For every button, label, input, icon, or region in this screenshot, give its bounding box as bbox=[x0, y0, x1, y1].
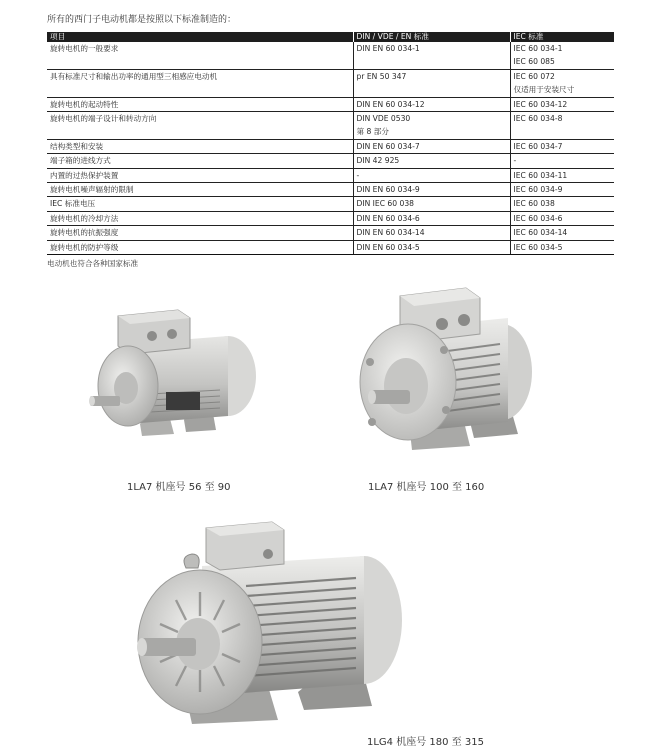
cell-item: IEC 标准电压 bbox=[47, 197, 353, 211]
cell-din bbox=[353, 42, 510, 69]
cell-din bbox=[353, 154, 510, 168]
cell-iec bbox=[510, 154, 614, 168]
cell-din bbox=[353, 226, 510, 240]
cell-iec bbox=[510, 42, 614, 69]
caption-motor1: 1LA7 机座号 56 至 90 bbox=[127, 482, 231, 493]
cell-item: 旋转电机的冷却方法 bbox=[47, 211, 353, 225]
cell-item: 端子箱的进线方式 bbox=[47, 154, 353, 168]
cell-din bbox=[353, 69, 510, 97]
cell-din-line: DIN 42 925 bbox=[356, 156, 400, 166]
table-row bbox=[47, 226, 614, 240]
cell-din bbox=[353, 183, 510, 197]
cell-iec-line: IEC 60 034-8 bbox=[513, 114, 563, 124]
table-row bbox=[47, 112, 614, 140]
cell-iec bbox=[510, 97, 614, 111]
table-row bbox=[47, 183, 614, 197]
caption-motor3: 1LG4 机座号 180 至 315 bbox=[367, 737, 484, 748]
cell-iec bbox=[510, 69, 614, 97]
header-din: DIN / VDE / EN 标准 bbox=[353, 32, 510, 42]
cell-iec-line: IEC 60 034-11 bbox=[513, 170, 568, 180]
cell-din bbox=[353, 97, 510, 111]
cell-din-line: DIN IEC 60 038 bbox=[356, 199, 415, 209]
cell-item: 旋转电机的端子设计和转动方向 bbox=[47, 112, 353, 140]
table-row bbox=[47, 197, 614, 211]
cell-item: 旋转电机噪声辐射的限制 bbox=[47, 183, 353, 197]
cell-iec-line: IEC 60 034-6 bbox=[513, 213, 563, 223]
motor-1la7-small-image bbox=[88, 296, 268, 456]
caption-motor2: 1LA7 机座号 100 至 160 bbox=[368, 482, 485, 493]
cell-din-line: 第 8 部分 bbox=[356, 127, 389, 137]
table-header-row bbox=[47, 32, 614, 42]
cell-din-line: DIN EN 60 034-5 bbox=[356, 242, 420, 252]
cell-iec-line: IEC 60 034-12 bbox=[513, 99, 568, 109]
cell-din-line: DIN EN 60 034-7 bbox=[356, 141, 420, 151]
cell-din-line: DIN EN 60 034-9 bbox=[356, 185, 420, 195]
cell-din bbox=[353, 112, 510, 140]
cell-item: 旋转电机的抗振强度 bbox=[47, 226, 353, 240]
intro-text: 所有的西门子电动机都是按照以下标准制造的： bbox=[47, 15, 237, 25]
table-body bbox=[47, 42, 614, 255]
cell-din bbox=[353, 197, 510, 211]
cell-iec bbox=[510, 139, 614, 153]
cell-iec-line: IEC 60 034-14 bbox=[513, 228, 568, 238]
cell-din-line: DIN EN 60 034-1 bbox=[356, 44, 420, 53]
cell-din bbox=[353, 211, 510, 225]
table-row bbox=[47, 69, 614, 97]
standards-table bbox=[47, 32, 614, 255]
footnote: 电动机也符合各种国家标准 bbox=[47, 259, 139, 268]
cell-din-line: DIN VDE 0530 bbox=[356, 114, 411, 124]
cell-iec-line: IEC 60 072 bbox=[513, 71, 555, 81]
cell-iec-line: IEC 60 034-9 bbox=[513, 185, 563, 195]
cell-din bbox=[353, 168, 510, 182]
table-row bbox=[47, 168, 614, 182]
cell-iec bbox=[510, 197, 614, 211]
cell-iec bbox=[510, 112, 614, 140]
header-item: 项目 bbox=[47, 32, 353, 42]
cell-iec bbox=[510, 168, 614, 182]
cell-item: 结构类型和安装 bbox=[47, 139, 353, 153]
cell-iec bbox=[510, 226, 614, 240]
cell-iec bbox=[510, 183, 614, 197]
cell-iec-line: IEC 60 034-5 bbox=[513, 242, 563, 252]
table-row bbox=[47, 211, 614, 225]
cell-din-line: DIN EN 60 034-14 bbox=[356, 228, 425, 238]
cell-item: 旋转电机的起动特性 bbox=[47, 97, 353, 111]
table-row bbox=[47, 42, 614, 69]
cell-din-line: pr EN 50 347 bbox=[356, 71, 407, 81]
cell-iec bbox=[510, 240, 614, 254]
cell-item: 旋转电机的防护等级 bbox=[47, 240, 353, 254]
cell-din bbox=[353, 139, 510, 153]
table-row bbox=[47, 97, 614, 111]
table-row bbox=[47, 240, 614, 254]
cell-din bbox=[353, 240, 510, 254]
cell-din-line: - bbox=[356, 170, 360, 180]
cell-item: 内置的过热保护装置 bbox=[47, 168, 353, 182]
cell-iec-line: 仅适用于安装尺寸 bbox=[513, 85, 575, 95]
motor-1la7-medium-image bbox=[350, 282, 540, 462]
table-row bbox=[47, 139, 614, 153]
table-row bbox=[47, 154, 614, 168]
cell-iec bbox=[510, 211, 614, 225]
cell-iec-line: IEC 60 038 bbox=[513, 199, 555, 209]
cell-iec-line: IEC 60 085 bbox=[513, 57, 555, 67]
motor-1lg4-large-image bbox=[128, 520, 408, 728]
cell-din-line: DIN EN 60 034-6 bbox=[356, 213, 420, 223]
header-iec: IEC 标准 bbox=[510, 32, 614, 42]
cell-item: 旋转电机的一般要求 bbox=[47, 42, 353, 69]
cell-iec-line: IEC 60 034-1 bbox=[513, 44, 563, 53]
cell-item: 具有标准尺寸和输出功率的通用型三相感应电动机 bbox=[47, 69, 353, 97]
cell-iec-line: IEC 60 034-7 bbox=[513, 141, 563, 151]
cell-din-line: DIN EN 60 034-12 bbox=[356, 99, 425, 109]
cell-iec-line: - bbox=[513, 156, 517, 166]
